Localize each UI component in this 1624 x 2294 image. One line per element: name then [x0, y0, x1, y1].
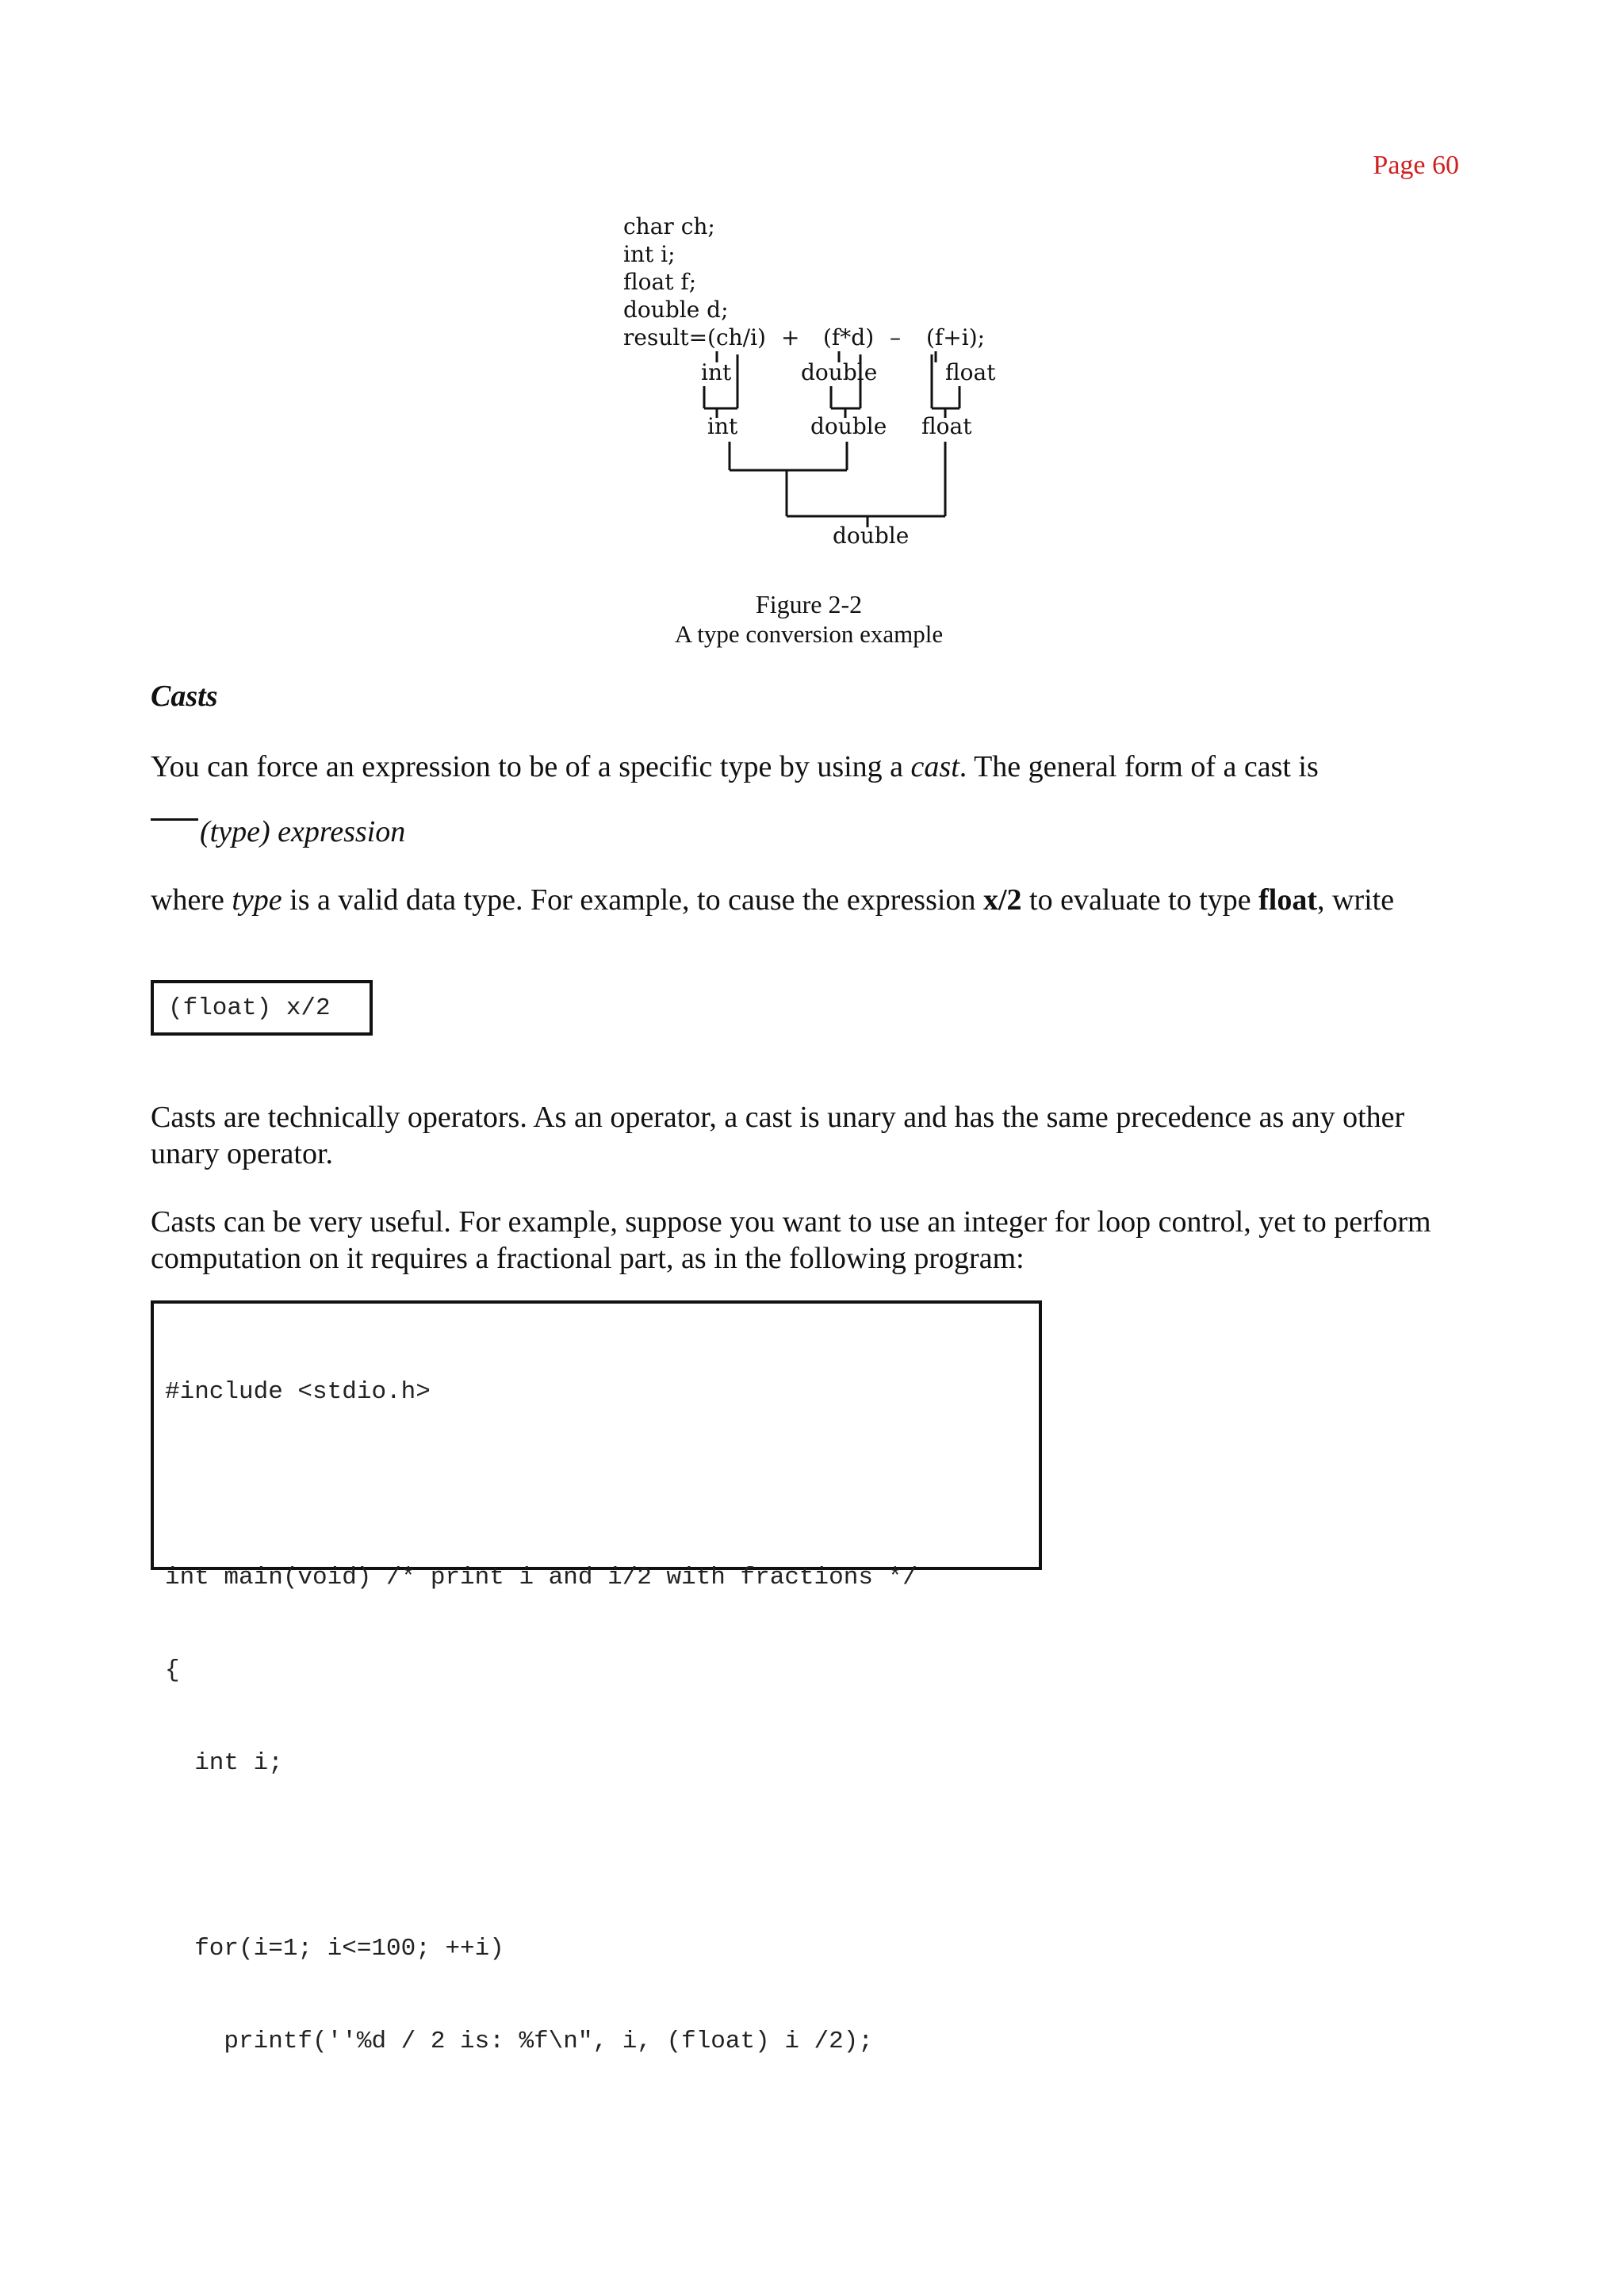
- code-line: int main(void) /* print i and i/2 with fractions */: [165, 1564, 917, 1591]
- paragraph-text: to evaluate to type: [1021, 883, 1259, 917]
- section-heading: Casts: [151, 680, 218, 713]
- cast-syntax: (type) expression: [200, 815, 406, 848]
- paragraph-text: is a valid data type. For example, to cause the expression: [282, 883, 983, 917]
- paragraph: Casts are technically operators. As an operator, a cast is unary and has the same precedence as any other unary operator.: [151, 1101, 1405, 1170]
- type-conversion-figure: [619, 210, 999, 567]
- figure-level1-type: int: [701, 359, 732, 385]
- paragraph: Casts can be very useful. For example, suppose you want to use an integer for loop control, yet to perform computation on it requires a fractional part, as in the following program:: [151, 1205, 1431, 1275]
- code-line: for(i=1; i<=100; ++i): [165, 1935, 504, 1963]
- figure-level1-type: float: [945, 359, 996, 385]
- code-line: [165, 1840, 1028, 1871]
- figure-fd-expr: (f*d): [823, 324, 875, 350]
- figure-code-line: float f;: [623, 269, 697, 295]
- paragraph-text: , write: [1317, 883, 1395, 917]
- figure-level2-type: float: [921, 413, 972, 439]
- paragraph-text: . The general form of a cast is: [959, 750, 1319, 783]
- code-line: [165, 1469, 1028, 1500]
- code-line: printf(''%d / 2 is: %f\n", i, (float) i /2);: [165, 2028, 873, 2055]
- figure-minus-operator: –: [890, 324, 901, 350]
- figure-code-line: double d;: [623, 297, 729, 323]
- paragraph: [151, 882, 1467, 918]
- figure-final-type: double: [833, 523, 910, 549]
- emphasis-term: cast: [910, 750, 959, 783]
- code-line: {: [165, 1656, 180, 1684]
- emphasis-term: type: [232, 883, 282, 917]
- code-line: int i;: [165, 1749, 283, 1777]
- syntax-marker: [151, 818, 198, 821]
- figure-fi-expr: (f+i);: [926, 324, 986, 350]
- code-line: #include <stdio.h>: [165, 1378, 431, 1406]
- paragraph-text: where: [151, 883, 232, 917]
- code-example-cast: (float) x/2: [151, 980, 373, 1036]
- figure-code-line: char ch;: [623, 213, 715, 239]
- figure-result-lhs: result=(ch/i): [623, 324, 766, 350]
- figure-caption-text: A type conversion example: [674, 620, 944, 648]
- bold-code: x/2: [982, 883, 1022, 917]
- figure-level2-type: int: [707, 413, 738, 439]
- figure-caption-label: Figure 2-2: [755, 590, 863, 618]
- paragraph: [151, 749, 1467, 785]
- figure-level2-type: double: [810, 413, 887, 439]
- type-conversion-diagram: [619, 210, 999, 567]
- code-example-program: [151, 1300, 1042, 2055]
- paragraph-text: You can force an expression to be of a specific type by using a: [151, 750, 911, 783]
- figure-code-line: int i;: [623, 241, 676, 267]
- figure-level1-type: double: [801, 359, 878, 385]
- bold-code: float: [1258, 883, 1318, 917]
- page-number: Page 60: [1373, 151, 1459, 180]
- figure-plus-operator: +: [781, 324, 800, 350]
